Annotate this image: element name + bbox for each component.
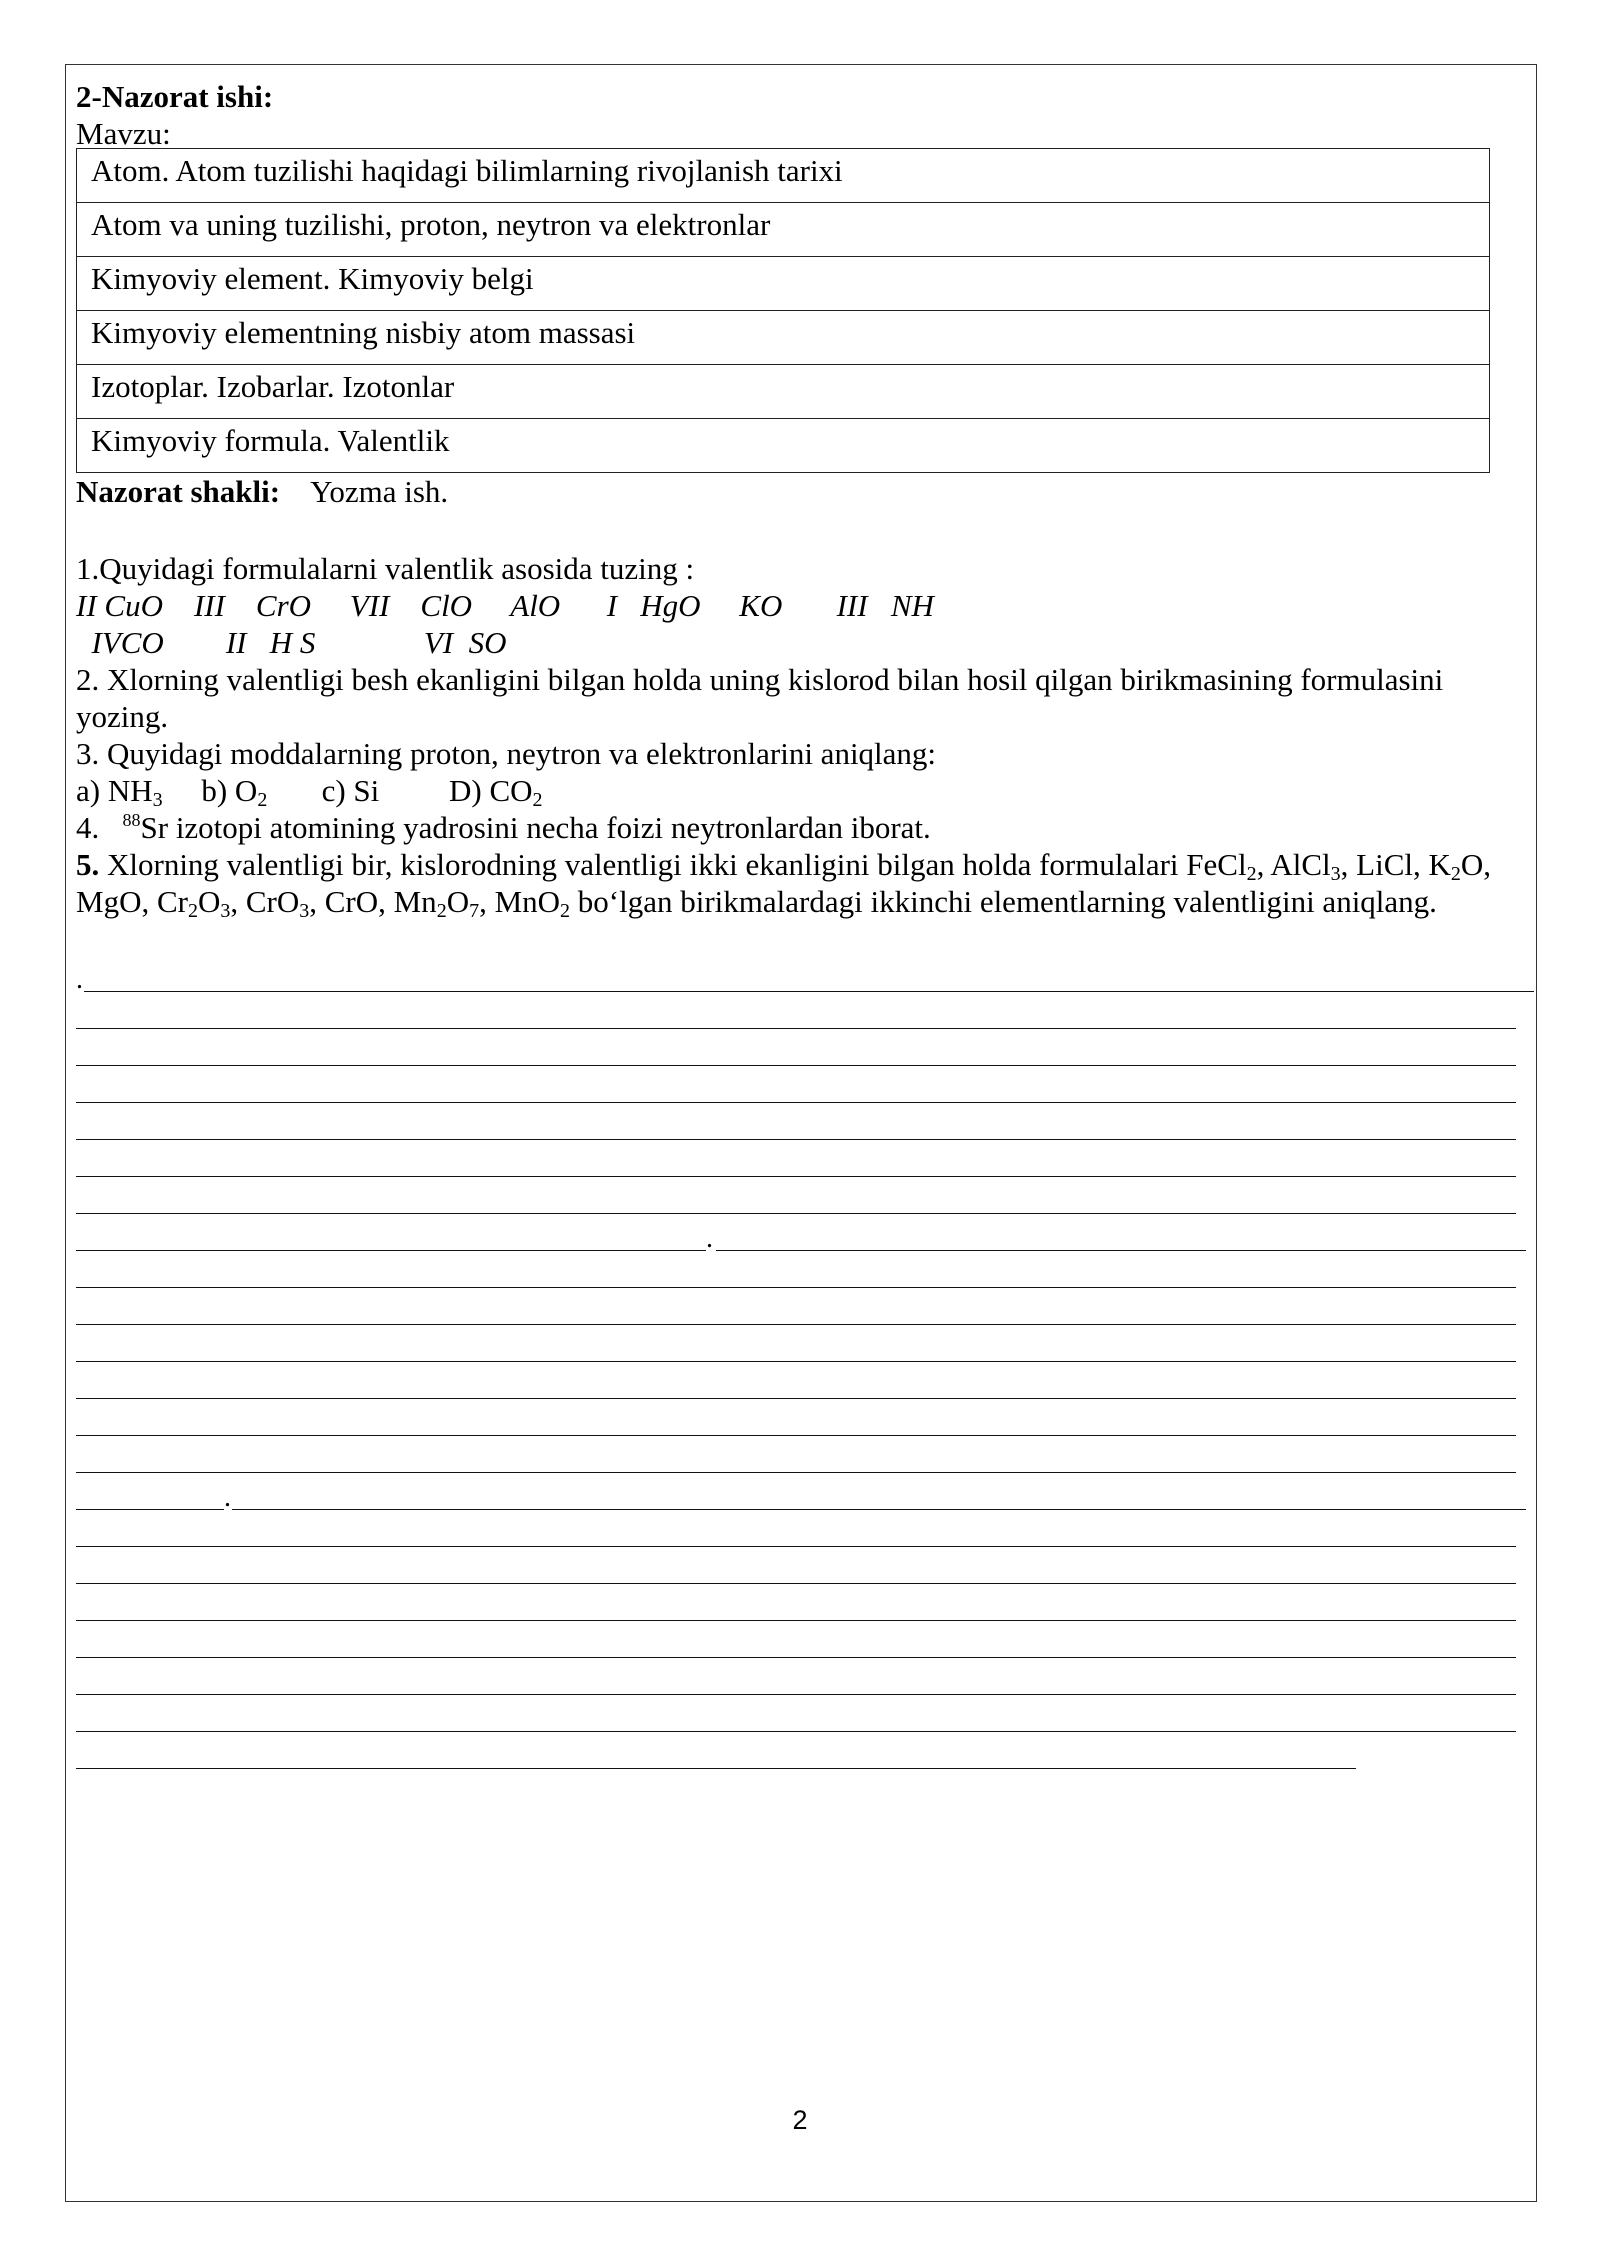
question-1: 1.Quyidagi formulalarni valentlik asosida tuzing : [76,551,695,586]
answer-line[interactable] [76,1103,1526,1140]
question-1-formulas-line1: II CuO III CrO VII ClO AlO I HgO KO III NH [76,588,934,623]
answer-line[interactable] [76,1732,1526,1769]
shakli-label: Nazorat shakli: [76,474,281,509]
topic-cell: Atom. Atom tuzilishi haqidagi bilimlarning rivojlanish tarixi [77,149,1490,203]
topic-cell: Izotoplar. Izobarlar. Izotonlar [77,365,1490,419]
answer-line[interactable] [76,1399,1526,1436]
answer-line[interactable] [76,1621,1526,1658]
answer-line[interactable] [76,1325,1526,1362]
document-title: 2-Nazorat ishi: [76,79,274,114]
answer-line[interactable] [76,1251,1526,1288]
option-c: c) Si [321,773,380,808]
answer-line[interactable] [76,1695,1526,1732]
topic-cell: Kimyoviy formula. Valentlik [77,419,1490,473]
option-b: b) $O_2$ [201,773,268,811]
answer-line[interactable] [76,992,1526,1029]
answer-line[interactable] [76,1177,1526,1214]
topics-table [76,148,1490,473]
question-5: 5. Xlorning valentligi bir, kislorodning valentligi ikki ekanligini bilgan holda formulalari FeCl$_2$, AlCl$_3$, LiCl, $K_2O$, MgO, $Cr_2O_3$, CrO$_3$, CrO, $Mn_2O_7$, MnO$_2$ bo‘lgan birikmalardagi ikkinchi elementlarning valentligini aniqlang. [76,847,1492,922]
table-row [77,149,1490,203]
answer-lines [76,955,1526,1769]
nazorat-shakli [76,473,1526,513]
answer-line[interactable] [76,1288,1526,1325]
answer-dot: . [224,1482,231,1513]
mavzu-label: Mavzu: [76,116,171,151]
question-4: 4. $^{88}$Sr izotopi atomining yadrosini necha foizi neytronlardan iborat. [76,810,931,845]
answer-line[interactable] [76,955,1526,995]
table-row [77,311,1490,365]
answer-line[interactable] [76,1547,1526,1584]
answer-line[interactable] [76,1214,1526,1254]
table-row [77,203,1490,257]
topic-cell: Atom va uning tuzilishi, proton, neytron va elektronlar [77,203,1490,257]
table-row [77,365,1490,419]
answer-line[interactable] [76,1029,1526,1066]
table-row [77,257,1490,311]
question-3: 3. Quyidagi moddalarning proton, neytron va elektronlarini aniqlang: [76,736,937,771]
answer-line[interactable] [76,1140,1526,1177]
option-d: D) $CO_2$ [449,773,543,811]
answer-line[interactable] [76,1473,1526,1513]
topic-cell: Kimyoviy elementning nisbiy atom massasi [77,311,1490,365]
topic-cell: Kimyoviy element. Kimyoviy belgi [77,257,1490,311]
table-row [77,419,1490,473]
answer-line[interactable] [76,1436,1526,1473]
document-body [76,78,1526,920]
answer-line[interactable] [76,1584,1526,1621]
answer-line[interactable] [76,1658,1526,1695]
question-2: 2. Xlorning valentligi besh ekanligini bilgan holda uning kislorod bilan hosil qilgan birikmasining formulasini yozing. [76,662,1444,734]
answer-dot: . [76,964,83,995]
question-1-formulas-line2: IVCO II H S VI SO [76,625,507,660]
answer-line[interactable] [76,1066,1526,1103]
page-number: 2 [792,2105,808,2135]
question-3-options [76,772,1526,809]
shakli-value: Yozma ish. [310,474,449,509]
answer-line[interactable] [76,1362,1526,1399]
option-a: a) $NH_3$ [76,773,163,811]
answer-dot: . [706,1223,713,1254]
answer-line[interactable] [76,1510,1526,1547]
